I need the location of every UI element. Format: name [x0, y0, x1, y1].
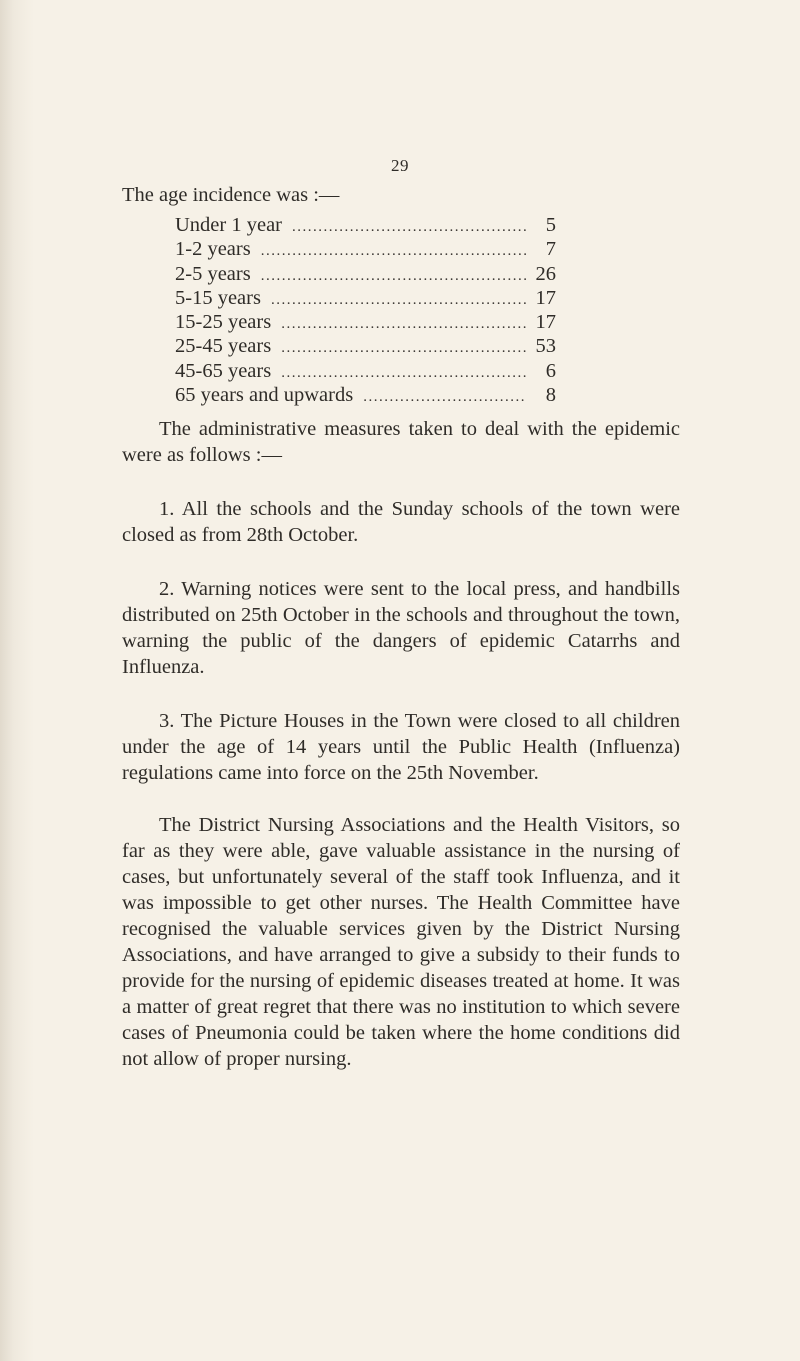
nursing-paragraph: The District Nursing Associations and the Health Visitors, so far as they were able, gave valuable assistance in the nursing of cases, but unfortunately several of the staff took Influenza, and it was impossible to get other nurses. The Health Committee have recognised the valuable services given by the District Nursing Associations, and have arranged to give a subsidy to their funds to provide for the nursing of epidemic diseases treated at home. It was a matter of great regret that there was no institution to which severe cases of Pneumonia could be taken where the home conditions did not allow of proper nursing.	[122, 814, 680, 1070]
dot-leader	[281, 361, 526, 385]
case-count: 53	[535, 335, 556, 358]
age-row	[175, 286, 556, 310]
age-row	[175, 310, 556, 334]
age-row	[175, 359, 556, 383]
dot-leader	[261, 239, 526, 263]
age-range-label: 15-25 years	[175, 311, 272, 334]
case-count: 17	[535, 286, 556, 309]
age-range-label: 1-2 years	[175, 238, 251, 261]
age-incidence-list	[175, 213, 556, 407]
case-count: 26	[535, 262, 556, 285]
case-count: 8	[545, 384, 556, 407]
dot-leader	[271, 288, 526, 312]
measure-2-paragraph: 2. Warning notices were sent to the local press, and handbills distributed on 25th October in the schools and throughout the town, warning the public of the dangers of epidemic Catarrhs and Influenza.	[122, 578, 680, 678]
age-row	[175, 262, 556, 286]
case-count: 6	[545, 359, 556, 382]
dot-leader	[292, 215, 526, 239]
age-range-label: 45-65 years	[175, 359, 272, 382]
dot-leader	[281, 336, 526, 360]
case-count: 7	[545, 238, 556, 261]
dot-leader	[363, 385, 526, 409]
page-edge-shadow	[0, 0, 34, 1361]
measures-intro-paragraph: The administrative measures taken to deal with the epidemic were as follows :—	[122, 418, 680, 466]
page-number: 29	[391, 156, 409, 175]
age-range-label: Under 1 year	[175, 214, 283, 236]
case-count: 5	[545, 214, 556, 236]
age-row	[175, 237, 556, 261]
age-row	[175, 334, 556, 358]
age-row	[175, 383, 556, 407]
age-range-label: 5-15 years	[175, 286, 261, 309]
age-range-label: 2-5 years	[175, 262, 251, 285]
age-row	[175, 213, 556, 237]
age-range-label: 65 years and upwards	[175, 384, 354, 407]
case-count: 17	[535, 311, 556, 334]
age-range-label: 25-45 years	[175, 335, 272, 358]
age-incidence-heading: The age incidence was :—	[122, 184, 340, 206]
dot-leader	[261, 264, 526, 288]
measure-3-paragraph: 3. The Picture Houses in the Town were closed to all children under the age of 14 years until the Public Health (Influenza) regulations came into force on the 25th November.	[122, 710, 680, 784]
dot-leader	[281, 312, 526, 336]
measure-1-paragraph: 1. All the schools and the Sunday schools of the town were closed as from 28th October.	[122, 498, 680, 546]
